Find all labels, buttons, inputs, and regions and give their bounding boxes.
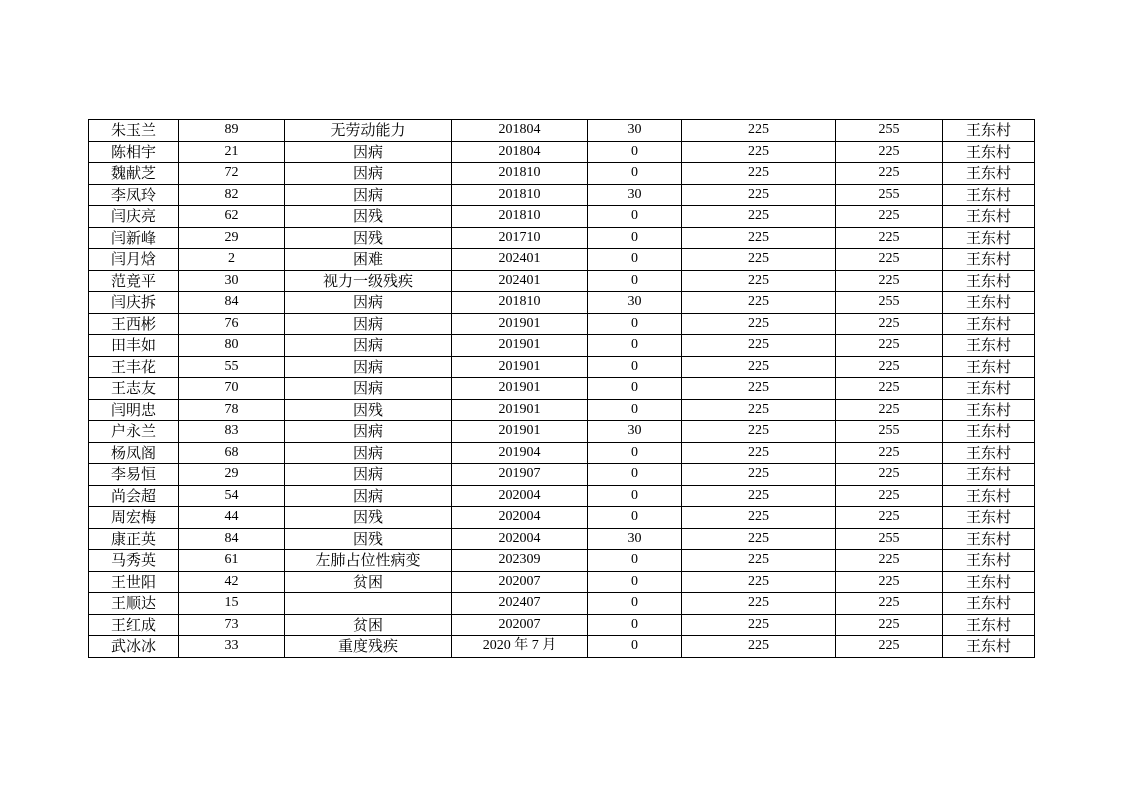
reason-cell: 重度残疾 [285,636,452,658]
date-cell: 201810 [452,206,588,228]
total-amount-cell: 225 [836,249,943,271]
total-amount-cell: 255 [836,292,943,314]
base-amount-cell: 225 [682,614,836,636]
extra-amount-cell: 0 [588,141,682,163]
age-cell: 2 [179,249,285,271]
age-cell: 30 [179,270,285,292]
total-amount-cell: 225 [836,507,943,529]
date-cell: 201810 [452,184,588,206]
table-row [89,335,1035,357]
extra-amount-cell: 0 [588,227,682,249]
extra-amount-cell: 0 [588,249,682,271]
total-amount-cell: 225 [836,442,943,464]
table-body [89,120,1035,658]
age-cell: 83 [179,421,285,443]
extra-amount-cell: 0 [588,571,682,593]
age-cell: 84 [179,292,285,314]
age-cell: 80 [179,335,285,357]
total-amount-cell: 225 [836,356,943,378]
date-cell: 201901 [452,313,588,335]
total-amount-cell: 225 [836,614,943,636]
reason-cell: 视力一级残疾 [285,270,452,292]
village-cell: 王东村 [943,507,1035,529]
base-amount-cell: 225 [682,206,836,228]
village-cell: 王东村 [943,464,1035,486]
extra-amount-cell: 0 [588,335,682,357]
name-cell: 陈相宇 [89,141,179,163]
extra-amount-cell: 0 [588,507,682,529]
reason-cell: 因残 [285,528,452,550]
table-row [89,141,1035,163]
village-cell: 王东村 [943,378,1035,400]
name-cell: 李凤玲 [89,184,179,206]
name-cell: 户永兰 [89,421,179,443]
name-cell: 李易恒 [89,464,179,486]
age-cell: 62 [179,206,285,228]
total-amount-cell: 225 [836,378,943,400]
reason-cell: 因病 [285,163,452,185]
age-cell: 44 [179,507,285,529]
village-cell: 王东村 [943,614,1035,636]
date-cell: 202007 [452,614,588,636]
village-cell: 王东村 [943,550,1035,572]
name-cell: 魏献芝 [89,163,179,185]
base-amount-cell: 225 [682,163,836,185]
name-cell: 王顺达 [89,593,179,615]
village-cell: 王东村 [943,206,1035,228]
base-amount-cell: 225 [682,421,836,443]
date-cell: 2020 年 7 月 [452,636,588,658]
base-amount-cell: 225 [682,227,836,249]
table-row [89,442,1035,464]
reason-cell [285,593,452,615]
age-cell: 15 [179,593,285,615]
total-amount-cell: 225 [836,636,943,658]
table-row [89,120,1035,142]
reason-cell: 因病 [285,378,452,400]
reason-cell: 因病 [285,335,452,357]
date-cell: 202004 [452,485,588,507]
age-cell: 82 [179,184,285,206]
table-row [89,206,1035,228]
name-cell: 周宏梅 [89,507,179,529]
extra-amount-cell: 30 [588,184,682,206]
table-row [89,184,1035,206]
name-cell: 王西彬 [89,313,179,335]
reason-cell: 贫困 [285,571,452,593]
age-cell: 72 [179,163,285,185]
total-amount-cell: 225 [836,270,943,292]
name-cell: 王丰花 [89,356,179,378]
village-cell: 王东村 [943,249,1035,271]
base-amount-cell: 225 [682,571,836,593]
base-amount-cell: 225 [682,464,836,486]
extra-amount-cell: 0 [588,206,682,228]
age-cell: 78 [179,399,285,421]
total-amount-cell: 225 [836,206,943,228]
village-cell: 王东村 [943,356,1035,378]
extra-amount-cell: 0 [588,163,682,185]
age-cell: 73 [179,614,285,636]
name-cell: 闫庆拆 [89,292,179,314]
total-amount-cell: 225 [836,335,943,357]
village-cell: 王东村 [943,120,1035,142]
base-amount-cell: 225 [682,528,836,550]
reason-cell: 因残 [285,507,452,529]
village-cell: 王东村 [943,421,1035,443]
date-cell: 201901 [452,335,588,357]
reason-cell: 因残 [285,227,452,249]
name-cell: 朱玉兰 [89,120,179,142]
village-cell: 王东村 [943,292,1035,314]
base-amount-cell: 225 [682,485,836,507]
village-cell: 王东村 [943,399,1035,421]
village-cell: 王东村 [943,442,1035,464]
age-cell: 76 [179,313,285,335]
base-amount-cell: 225 [682,249,836,271]
reason-cell: 无劳动能力 [285,120,452,142]
table-row [89,485,1035,507]
village-cell: 王东村 [943,485,1035,507]
reason-cell: 因病 [285,421,452,443]
reason-cell: 因病 [285,292,452,314]
table-row [89,227,1035,249]
total-amount-cell: 225 [836,227,943,249]
extra-amount-cell: 0 [588,378,682,400]
date-cell: 202309 [452,550,588,572]
name-cell: 王世阳 [89,571,179,593]
name-cell: 康正英 [89,528,179,550]
date-cell: 201804 [452,120,588,142]
table-row [89,421,1035,443]
reason-cell: 因病 [285,356,452,378]
age-cell: 70 [179,378,285,400]
base-amount-cell: 225 [682,335,836,357]
reason-cell: 因残 [285,399,452,421]
table-row [89,249,1035,271]
date-cell: 201904 [452,442,588,464]
extra-amount-cell: 0 [588,485,682,507]
total-amount-cell: 225 [836,571,943,593]
village-cell: 王东村 [943,571,1035,593]
reason-cell: 因病 [285,141,452,163]
table-row [89,163,1035,185]
name-cell: 闫月焓 [89,249,179,271]
name-cell: 闫新峰 [89,227,179,249]
base-amount-cell: 225 [682,442,836,464]
reason-cell: 因病 [285,184,452,206]
base-amount-cell: 225 [682,184,836,206]
name-cell: 马秀英 [89,550,179,572]
extra-amount-cell: 0 [588,593,682,615]
extra-amount-cell: 30 [588,292,682,314]
village-cell: 王东村 [943,313,1035,335]
total-amount-cell: 225 [836,485,943,507]
name-cell: 王志友 [89,378,179,400]
total-amount-cell: 225 [836,313,943,335]
date-cell: 201710 [452,227,588,249]
village-cell: 王东村 [943,141,1035,163]
table-row [89,270,1035,292]
age-cell: 61 [179,550,285,572]
total-amount-cell: 225 [836,141,943,163]
extra-amount-cell: 0 [588,442,682,464]
extra-amount-cell: 0 [588,399,682,421]
table-row [89,593,1035,615]
total-amount-cell: 255 [836,528,943,550]
total-amount-cell: 225 [836,163,943,185]
date-cell: 202004 [452,507,588,529]
extra-amount-cell: 0 [588,270,682,292]
reason-cell: 左肺占位性病变 [285,550,452,572]
name-cell: 武冰冰 [89,636,179,658]
total-amount-cell: 255 [836,120,943,142]
date-cell: 202004 [452,528,588,550]
reason-cell: 因病 [285,313,452,335]
name-cell: 范竟平 [89,270,179,292]
total-amount-cell: 225 [836,550,943,572]
table-row [89,313,1035,335]
name-cell: 田丰如 [89,335,179,357]
date-cell: 201810 [452,292,588,314]
age-cell: 54 [179,485,285,507]
date-cell: 201810 [452,163,588,185]
village-cell: 王东村 [943,184,1035,206]
date-cell: 201901 [452,399,588,421]
name-cell: 闫庆亮 [89,206,179,228]
table-row [89,550,1035,572]
table-row [89,378,1035,400]
recipient-table [88,119,1035,658]
base-amount-cell: 225 [682,141,836,163]
reason-cell: 因病 [285,485,452,507]
base-amount-cell: 225 [682,292,836,314]
village-cell: 王东村 [943,163,1035,185]
extra-amount-cell: 0 [588,614,682,636]
table-row [89,292,1035,314]
base-amount-cell: 225 [682,270,836,292]
base-amount-cell: 225 [682,356,836,378]
extra-amount-cell: 30 [588,528,682,550]
date-cell: 201901 [452,421,588,443]
village-cell: 王东村 [943,227,1035,249]
name-cell: 杨凤阁 [89,442,179,464]
age-cell: 21 [179,141,285,163]
age-cell: 29 [179,464,285,486]
date-cell: 201901 [452,356,588,378]
village-cell: 王东村 [943,528,1035,550]
village-cell: 王东村 [943,335,1035,357]
extra-amount-cell: 0 [588,636,682,658]
base-amount-cell: 225 [682,550,836,572]
date-cell: 202007 [452,571,588,593]
table-row [89,356,1035,378]
base-amount-cell: 225 [682,593,836,615]
base-amount-cell: 225 [682,636,836,658]
total-amount-cell: 225 [836,464,943,486]
total-amount-cell: 225 [836,593,943,615]
base-amount-cell: 225 [682,399,836,421]
table-row [89,571,1035,593]
name-cell: 闫明忠 [89,399,179,421]
age-cell: 33 [179,636,285,658]
date-cell: 201804 [452,141,588,163]
village-cell: 王东村 [943,270,1035,292]
village-cell: 王东村 [943,636,1035,658]
village-cell: 王东村 [943,593,1035,615]
reason-cell: 贫困 [285,614,452,636]
table-row [89,399,1035,421]
total-amount-cell: 225 [836,399,943,421]
reason-cell: 因病 [285,442,452,464]
base-amount-cell: 225 [682,378,836,400]
total-amount-cell: 255 [836,421,943,443]
age-cell: 84 [179,528,285,550]
date-cell: 202401 [452,249,588,271]
table-row [89,636,1035,658]
extra-amount-cell: 0 [588,550,682,572]
table-row [89,464,1035,486]
base-amount-cell: 225 [682,507,836,529]
reason-cell: 因残 [285,206,452,228]
name-cell: 王红成 [89,614,179,636]
age-cell: 29 [179,227,285,249]
table-row [89,507,1035,529]
age-cell: 55 [179,356,285,378]
date-cell: 202401 [452,270,588,292]
date-cell: 201901 [452,378,588,400]
table-row [89,614,1035,636]
total-amount-cell: 255 [836,184,943,206]
table-row [89,528,1035,550]
extra-amount-cell: 30 [588,421,682,443]
name-cell: 尚会超 [89,485,179,507]
base-amount-cell: 225 [682,313,836,335]
date-cell: 201907 [452,464,588,486]
age-cell: 42 [179,571,285,593]
date-cell: 202407 [452,593,588,615]
extra-amount-cell: 0 [588,356,682,378]
reason-cell: 困难 [285,249,452,271]
age-cell: 68 [179,442,285,464]
extra-amount-cell: 0 [588,313,682,335]
extra-amount-cell: 30 [588,120,682,142]
extra-amount-cell: 0 [588,464,682,486]
base-amount-cell: 225 [682,120,836,142]
reason-cell: 因病 [285,464,452,486]
age-cell: 89 [179,120,285,142]
